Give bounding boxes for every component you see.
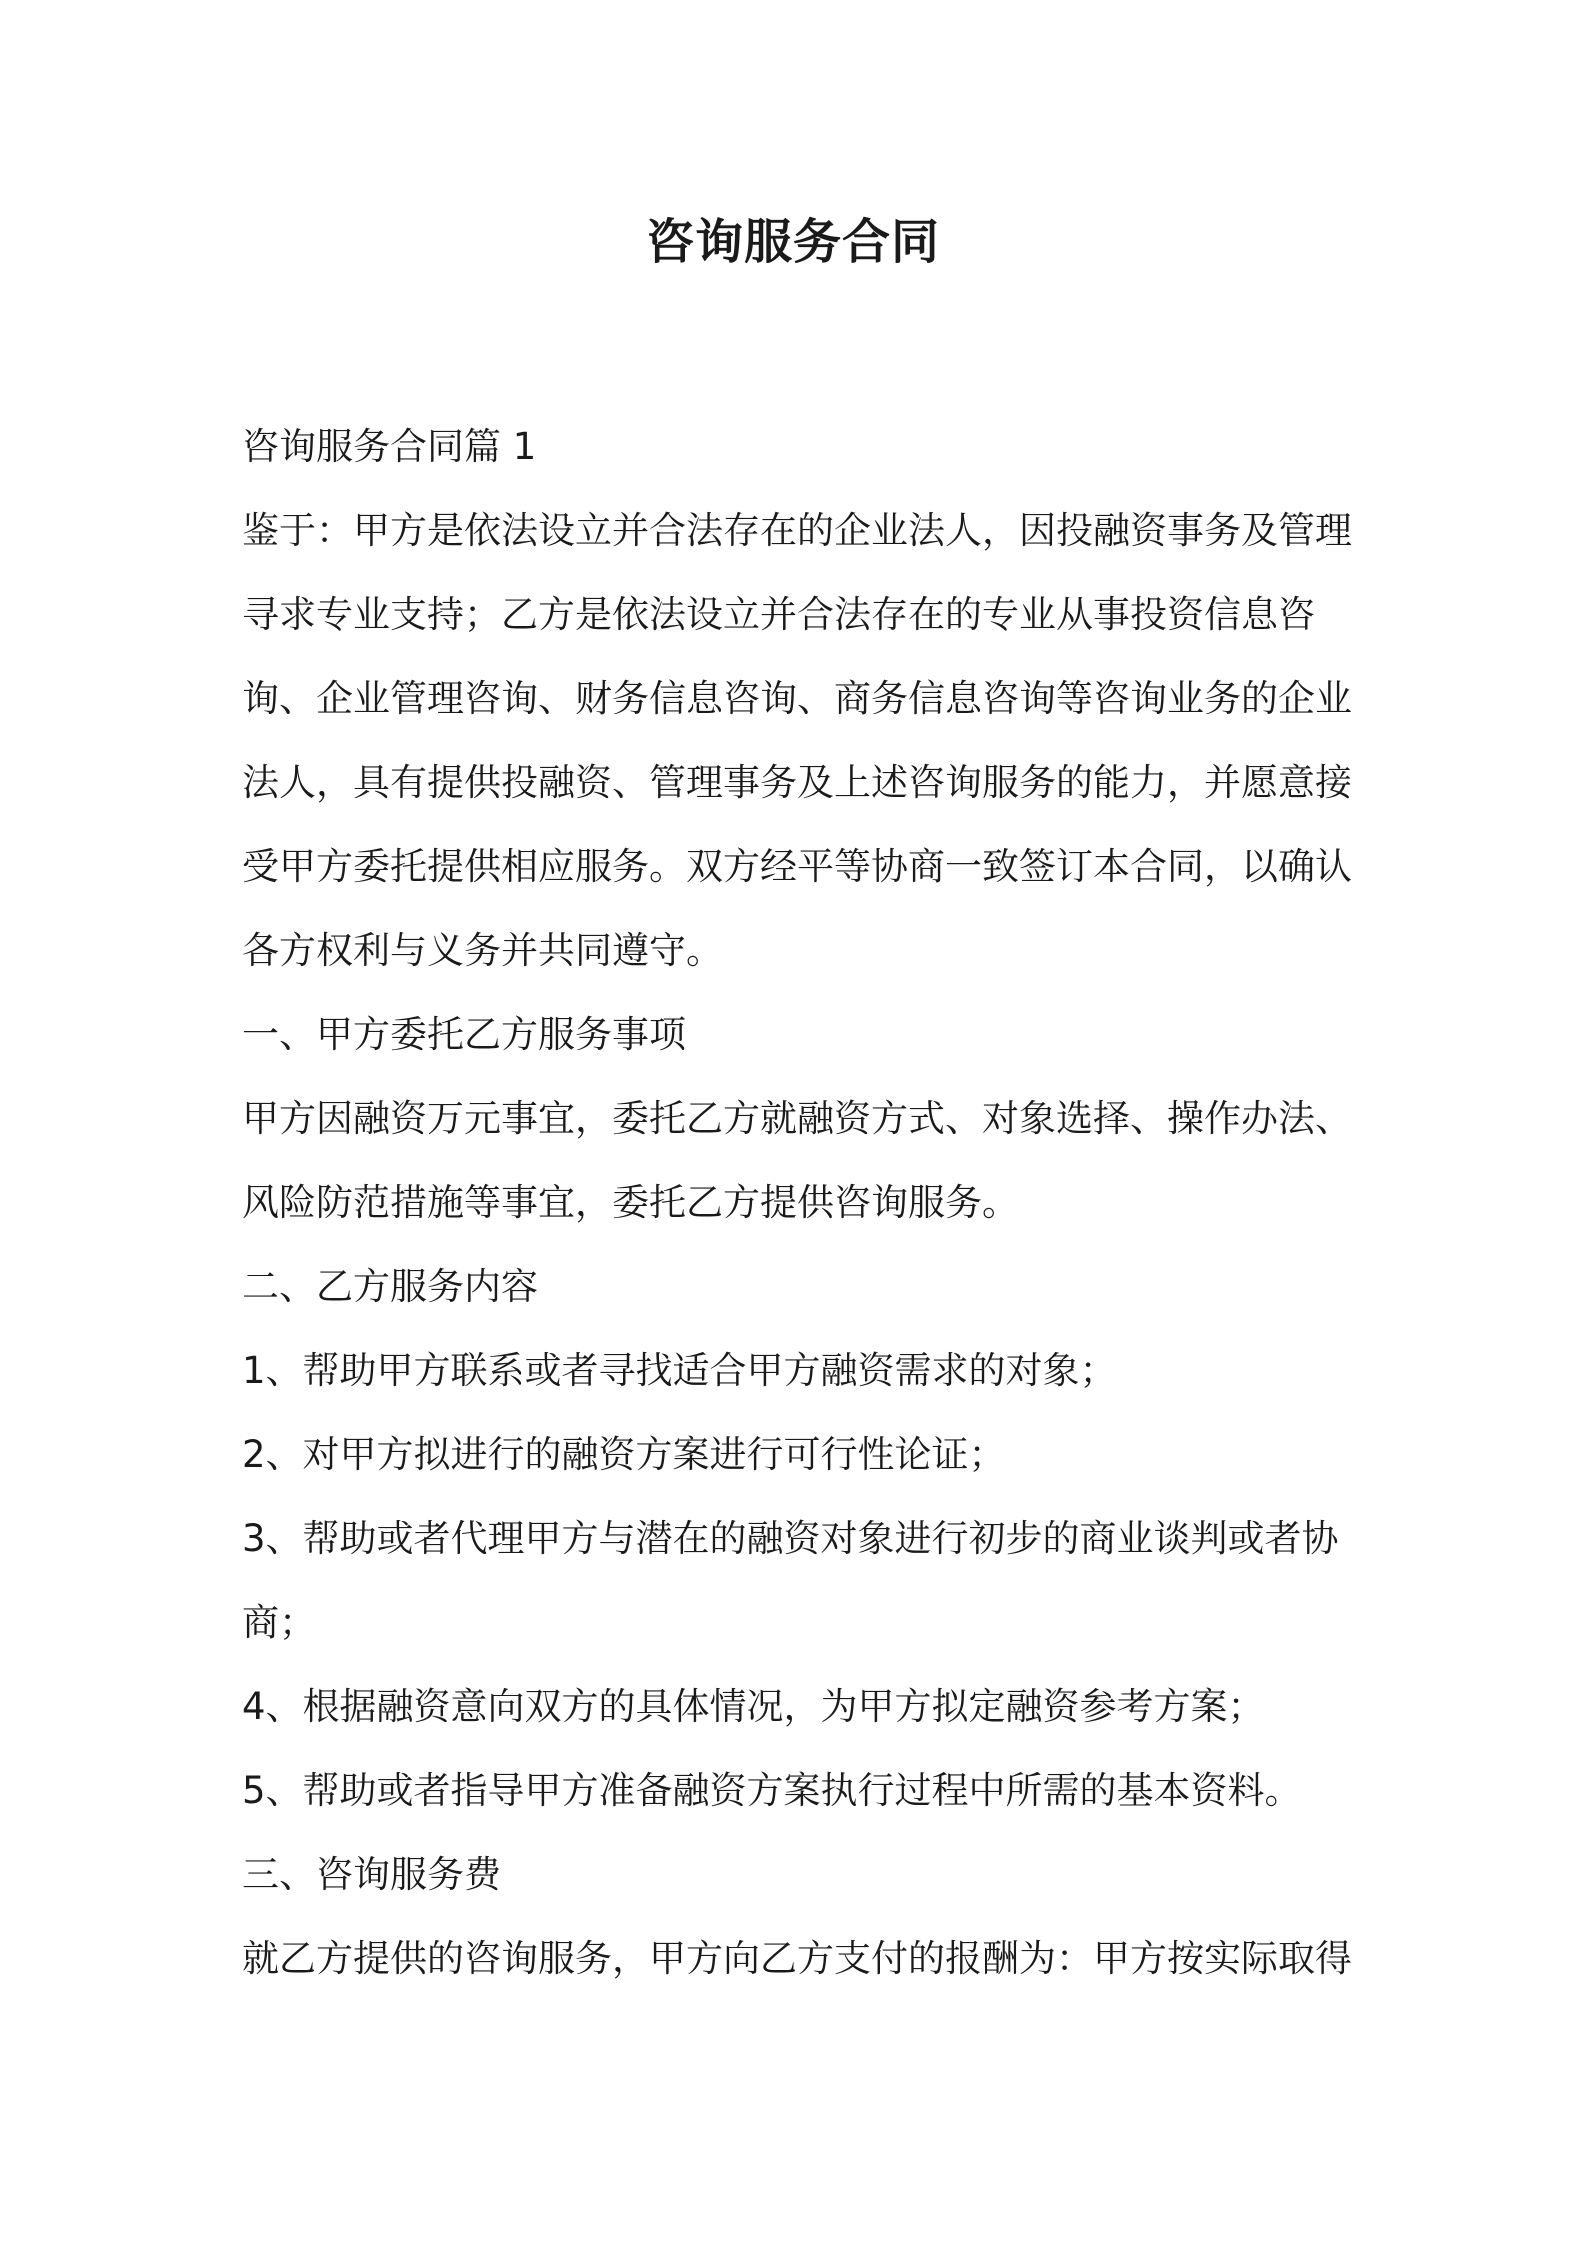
section-heading: 咨询服务合同篇 1 (242, 425, 537, 468)
clause-3-paragraph: 就乙方提供的咨询服务，甲方向乙方支付的报酬为：甲方按实际取得 (242, 1937, 1352, 1980)
list-item: 3、帮助或者代理甲方与潜在的融资对象进行初步的商业谈判或者协商； (242, 1517, 1339, 1644)
document-body (242, 405, 1362, 2001)
clause-heading-3: 三、咨询服务费 (242, 1853, 501, 1896)
clause-1-paragraph: 甲方因融资万元事宜，委托乙方就融资方式、对象选择、操作办法、风险防范措施等事宜，委托乙方提供咨询服务。 (242, 1097, 1352, 1224)
list-item: 2、对甲方拟进行的融资方案进行可行性论证； (242, 1433, 1006, 1476)
list-item: 1、帮助甲方联系或者寻找适合甲方融资需求的对象； (242, 1349, 1117, 1392)
clause-heading-1: 一、甲方委托乙方服务事项 (242, 1013, 686, 1056)
list-item: 5、帮助或者指导甲方准备融资方案执行过程中所需的基本资料。 (242, 1769, 1302, 1812)
clause-heading-2: 二、乙方服务内容 (242, 1265, 538, 1308)
document-title: 咨询服务合同 (645, 214, 940, 270)
list-item: 4、根据融资意向双方的具体情况，为甲方拟定融资参考方案； (242, 1685, 1265, 1728)
preamble-paragraph: 鉴于：甲方是依法设立并合法存在的企业法人，因投融资事务及管理寻求专业支持；乙方是依法设立并合法存在的专业从事投资信息咨询、企业管理咨询、财务信息咨询、商务信息咨询等咨询业务的企业法人，具有提供投融资、管理事务及上述咨询服务的能力，并愿意接受甲方委托提供相应服务。双方经平等协商一致签订本合同，以确认各方权利与义务并共同遵守。 (242, 509, 1352, 972)
